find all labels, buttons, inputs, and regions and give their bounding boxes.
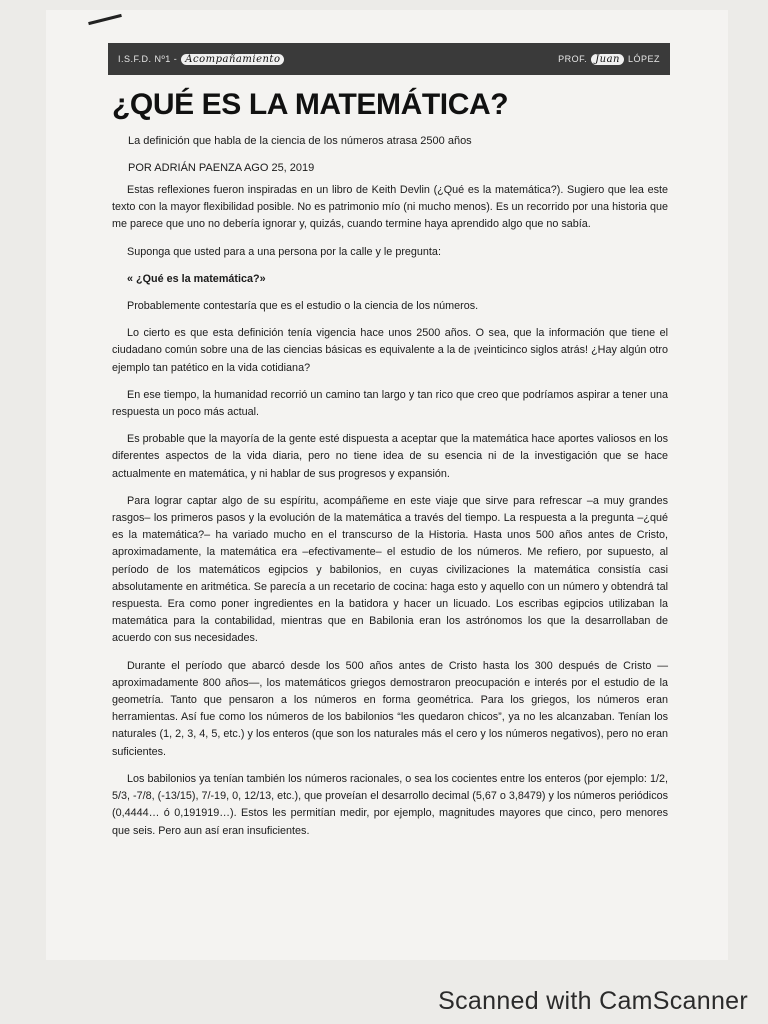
paragraph: « ¿Qué es la matemática?» (127, 272, 266, 285)
paragraph: Para lograr captar algo de su espíritu, acompáñeme en este viaje que sirve para refrescar –a muy grandes rasgos– los primeros pasos y la evolución de la matemática a través del tiempo. La respuesta a la pregunta –¿qué es la matemática?– ha variado mucho en el transcurso de la Historia. Hasta unos 500 años antes de Cristo, aproximadamente, la matemática era –efectivamente– el estudio de los números. Me refiero, por supuesto, al período de los matemáticos egipcios y babilonios, en cuyas civilizaciones la matemática consistía casi absolutamente en aritmética. Se parecía a un recetario de cocina: haga esto y aquello con un número y obtendrá tal respuesta. Era como poner ingredientes en la batidora y hacer un licuado. Los escribas egipcios utilizaban la matemática para la contabilidad, mientras que en Babilonia eran los astrónomos los que la desarrollaban de acuerdo con sus necesidades. (112, 494, 668, 645)
subject-handwritten: Acompañamiento (181, 54, 284, 65)
article-byline: POR ADRIÁN PAENZA AGO 25, 2019 (128, 162, 315, 174)
header-left (118, 54, 284, 65)
scanner-watermark: Scanned with CamScanner (438, 987, 748, 1015)
paragraph: Durante el período que abarcó desde los 500 años antes de Cristo hasta los 300 después de Cristo — aproximadamente 800 años—, los matemáticos griegos demostraron preocupación e interés por el estudio de la geometría. Tanto que pensaron a los números en forma geométrica. Para los griegos, los números eran herramientas. Así fue como los números de los babilonios “les quedaron chicos”, ya no les alcanzaban. Tenían los naturales (1, 2, 3, 4, 5, etc.) y los enteros (que son los naturales más el cero y los números negativos), pero no eran suficientes. (112, 659, 668, 758)
article-title: ¿QUÉ ES LA MATEMÁTICA? (112, 88, 509, 121)
header-right (558, 54, 660, 65)
article-body (112, 182, 668, 850)
institution-label: I.S.F.D. Nº1 - (118, 54, 178, 64)
paragraph: Es probable que la mayoría de la gente esté dispuesta a aceptar que la matemática hace aportes valiosos en los diferentes aspectos de la vida diaria, pero no tiene idea de su esencia ni de la investigación que se hace actualmente en matemática, y ni hablar de sus progresos y expansión. (112, 433, 668, 480)
article-subtitle: La definición que habla de la ciencia de los números atrasa 2500 años (128, 135, 472, 147)
paragraph: Suponga que usted para a una persona por la calle y le pregunta: (127, 245, 441, 258)
document-header (108, 43, 670, 75)
paragraph: Los babilonios ya tenían también los números racionales, o sea los cocientes entre los enteros (por ejemplo: 1/2, 5/3, -7/8, (-13/15), 7/-19, 0, 12/13, etc.), que proveían el desarrollo decimal (5,67 o 3,8479) y los números periódicos (0,4444… ó 0,191919…). Estos les permitían medir, por ejemplo, magnitudes mayores que cinco, pero menores que seis. Pero aun así eran insuficientes. (112, 772, 668, 837)
paragraph: En ese tiempo, la humanidad recorrió un camino tan largo y tan rico que creo que podríamos aspirar a tener una respuesta un poco más actual. (112, 388, 668, 419)
professor-surname: LÓPEZ (627, 54, 660, 64)
paragraph: Lo cierto es que esta definición tenía vigencia hace unos 2500 años. O sea, que la información que tiene el ciudadano común sobre una de las ciencias básicas es equivalente a la de ¡veinticinco siglos atrás! ¿Hay algún otro ejemplo tan patético en la vida cotidiana? (112, 327, 668, 374)
professor-prefix: PROF. (558, 54, 588, 64)
professor-name-handwritten: Juan (591, 54, 624, 65)
paragraph: Probablemente contestaría que es el estudio o la ciencia de los números. (127, 300, 479, 313)
paragraph: Estas reflexiones fueron inspiradas en un libro de Keith Devlin (¿Qué es la matemática?). Sugiero que lea este texto con la mayor flexibilidad posible. No es patrimonio mío (ni mucho menos). Es un recorrido por una historia que me parece que uno no debería ignorar y, quizás, cuando termine haya aprendido algo que no sabía. (112, 184, 668, 231)
